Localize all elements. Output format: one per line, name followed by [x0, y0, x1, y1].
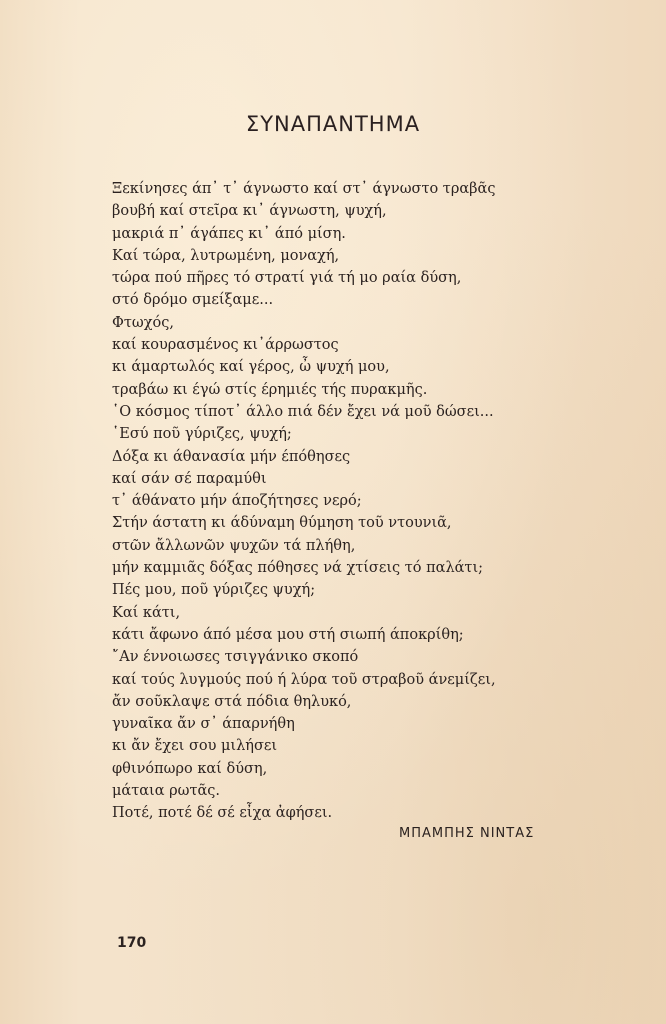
- poem-line: μακριά π᾽ άγάπες κι᾽ άπό μίση.: [112, 225, 346, 242]
- poem-line: Στήν άστατη κι άδύναμη θύμηση τοῦ ντουνιᾶ,: [112, 515, 452, 532]
- poem-line: κάτι ἄφωνο άπό μέσα μου στή σιωπή άποκρίθη;: [112, 626, 464, 643]
- page-number: 170: [117, 935, 147, 951]
- poem-line: μήν καμμιᾶς δόξας πόθησες νά χτίσεις τό παλάτι;: [112, 560, 484, 577]
- poem-line: τραβάω κι έγώ στίς έρημιές τής πυρακμῆς.: [112, 381, 428, 398]
- poem-line: στό δρόμο σμείξαμε...: [112, 292, 274, 309]
- poem-line: καί σάν σέ παραμύθι: [112, 470, 267, 487]
- poem-line: Πές μου, ποῦ γύριζες ψυχή;: [112, 582, 316, 599]
- poem-line: μάταια ρωτᾶς.: [112, 783, 221, 800]
- poem-line: φθινόπωρο καί δύση,: [112, 760, 268, 777]
- poem-line: Καί τώρα, λυτρωμένη, μοναχή,: [112, 247, 340, 264]
- poem-line: κι ἄν ἔχει σου μιλήσει: [112, 738, 278, 755]
- poem-line: ἄν σοῦκλαψε στά πόδια θηλυκό,: [112, 693, 352, 710]
- poem-line: Φτωχός,: [112, 314, 174, 331]
- poem-line: ῾Εσύ ποῦ γύριζες, ψυχή;: [112, 426, 292, 443]
- poem-line: κι άμαρτωλός καί γέρος, ὦ ψυχή μου,: [112, 359, 390, 376]
- poem-line: Καί κάτι,: [112, 604, 181, 621]
- poem-line: τ᾽ άθάνατο μήν άποζήτησες νερό;: [112, 493, 362, 510]
- poem-title: ΣΥΝΑΠΑΝΤΗΜΑ: [245, 112, 421, 136]
- poem-line: Ξεκίνησες άπ᾽ τ᾽ άγνωστο καί στ᾽ άγνωστο τραβᾶς: [112, 181, 496, 197]
- poem-line: τώρα πού πῆρες τό στρατί γιά τή μο ραία δύση,: [112, 270, 462, 287]
- poem-line: καί τούς λυγμούς πού ή λύρα τοῦ στραβοῦ άνεμίζει,: [112, 671, 496, 688]
- poem-line: Ποτέ, ποτέ δέ σέ εἶχα ἀφήσει.: [112, 805, 333, 822]
- poem-author: ΜΠΑΜΠΗΣ ΝΙΝΤΑΣ: [399, 826, 535, 841]
- poem-line: βουβή καί στεῖρα κι᾽ άγνωστη, ψυχή,: [112, 203, 387, 220]
- poem-line: καί κουρασμένος κι᾽άρρωστος: [112, 337, 339, 354]
- poem-body: [112, 178, 572, 825]
- poem-line: Δόξα κι άθανασία μήν έπόθησες: [112, 448, 351, 465]
- poem-line: στῶν ἄλλωνῶν ψυχῶν τά πλήθη,: [112, 537, 356, 554]
- poem-line: ῾Ο κόσμος τίποτ᾽ άλλο πιά δέν ἔχει νά μοῦ δώσει...: [112, 403, 494, 420]
- poem-line: γυναῖκα ἄν σ᾽ άπαρνήθη: [112, 716, 295, 733]
- poem-line: ῎Αν έννοιωσες τσιγγάνικο σκοπό: [112, 649, 359, 666]
